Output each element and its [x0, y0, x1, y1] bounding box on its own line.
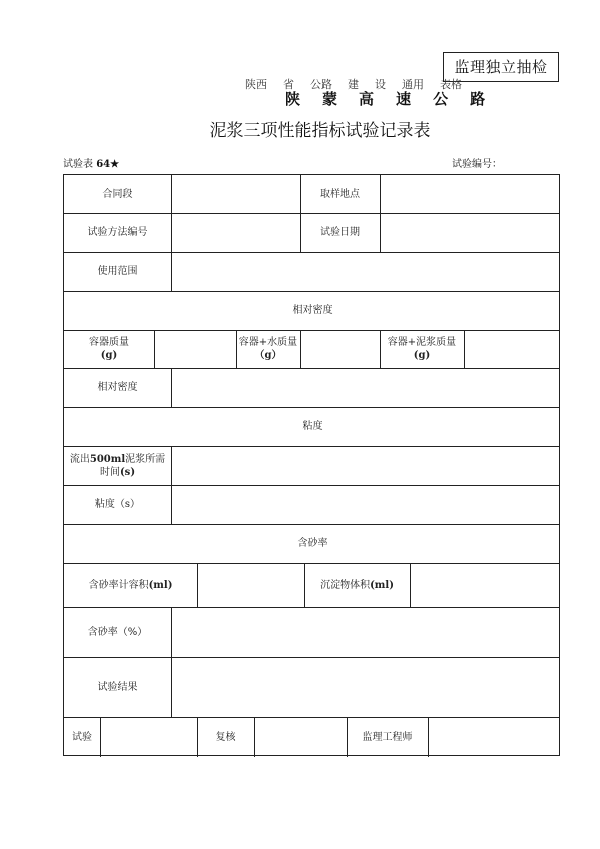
- section-sand-content: 含砂率: [297, 538, 328, 549]
- row-divider: [64, 717, 559, 718]
- form-code-label: 试验表: [63, 159, 93, 170]
- label-meter-volume-text: 含砂率计容积: [88, 579, 149, 591]
- header-word: 陕西: [245, 78, 267, 91]
- road-char: 陕: [285, 90, 301, 108]
- road-char: 路: [470, 90, 486, 108]
- col-divider: [197, 563, 198, 607]
- label-flow-time-line1: [70, 453, 165, 466]
- col-divider: [464, 330, 465, 368]
- header-word: 表格: [440, 78, 462, 91]
- label-reviewer: 复核: [215, 731, 236, 743]
- col-divider: [154, 330, 155, 368]
- label-flow-time-c: 泥浆所需: [125, 453, 166, 465]
- label-flow-time-a: 流出: [69, 453, 90, 465]
- label-sediment-volume: [304, 563, 410, 607]
- col-divider: [428, 717, 429, 757]
- label-container-water-mass: [236, 330, 300, 368]
- label-flow-time-d: 时间: [99, 466, 120, 478]
- col-divider: [171, 252, 172, 291]
- label-scope-of-use: 使用范围: [97, 266, 138, 277]
- col-divider: [300, 330, 301, 368]
- col-divider: [171, 175, 172, 252]
- road-char: 公: [433, 90, 449, 108]
- col-divider: [171, 368, 172, 407]
- label-sampling-location: 取样地点: [320, 188, 360, 200]
- label-container-mass-unit: (g): [100, 350, 118, 361]
- road-name: [285, 88, 507, 109]
- form-code-number: 64★: [96, 159, 120, 170]
- label-container-mass-text: 容器质量: [89, 337, 129, 348]
- label-contract-section: 合同段: [102, 188, 133, 200]
- label-container-slurry-text: 容器+泥浆质量: [387, 337, 457, 348]
- label-flow-time: [64, 446, 171, 485]
- label-sediment-volume-unit: (ml): [370, 579, 394, 591]
- col-divider: [410, 563, 411, 607]
- col-divider: [171, 446, 172, 524]
- header-word: 公路: [310, 78, 332, 91]
- header-word: 设: [375, 78, 386, 91]
- label-meter-volume: [64, 563, 197, 607]
- header-word: 建: [348, 78, 359, 91]
- col-divider: [171, 607, 172, 717]
- supervision-stamp: 监理独立抽检: [443, 52, 559, 82]
- section-viscosity: 粘度: [302, 421, 323, 432]
- label-supervisor: 监理工程师: [362, 731, 413, 743]
- label-container-water-text: 容器+水质量: [238, 337, 298, 348]
- label-viscosity: 粘度（s）: [94, 499, 141, 510]
- col-divider: [100, 717, 101, 757]
- label-meter-volume-unit: (ml): [148, 579, 173, 591]
- label-flow-time-b: 500ml: [89, 453, 126, 465]
- label-tester: 试验: [72, 731, 92, 743]
- label-container-mass: [64, 330, 154, 368]
- label-container-slurry-unit: (g): [413, 350, 431, 361]
- label-sediment-volume-text: 沉淀物体积: [320, 579, 371, 591]
- col-divider: [254, 717, 255, 757]
- test-number-label: 试验编号：: [452, 159, 502, 170]
- road-char: 蒙: [322, 90, 338, 108]
- road-char: 速: [396, 90, 412, 108]
- col-divider: [380, 175, 381, 252]
- label-container-water-unit: （g）: [254, 350, 282, 361]
- label-test-method-no: 试验方法编号: [87, 227, 148, 238]
- label-sand-rate: 含砂率（%）: [87, 626, 148, 638]
- label-flow-time-line2: [100, 466, 135, 479]
- label-test-result: 试验结果: [97, 681, 138, 693]
- test-record-form: [63, 174, 560, 756]
- section-relative-density: 相对密度: [292, 305, 333, 316]
- label-flow-time-unit: (s): [119, 466, 136, 478]
- label-test-date: 试验日期: [320, 227, 360, 238]
- label-relative-density: 相对密度: [97, 382, 138, 393]
- page-title: 泥浆三项性能指标试验记录表: [209, 121, 431, 141]
- label-container-slurry-mass: [380, 330, 464, 368]
- form-code: [63, 155, 119, 170]
- header-word: 省: [283, 78, 294, 91]
- header-word: 通用: [402, 78, 424, 91]
- road-char: 高: [359, 90, 375, 108]
